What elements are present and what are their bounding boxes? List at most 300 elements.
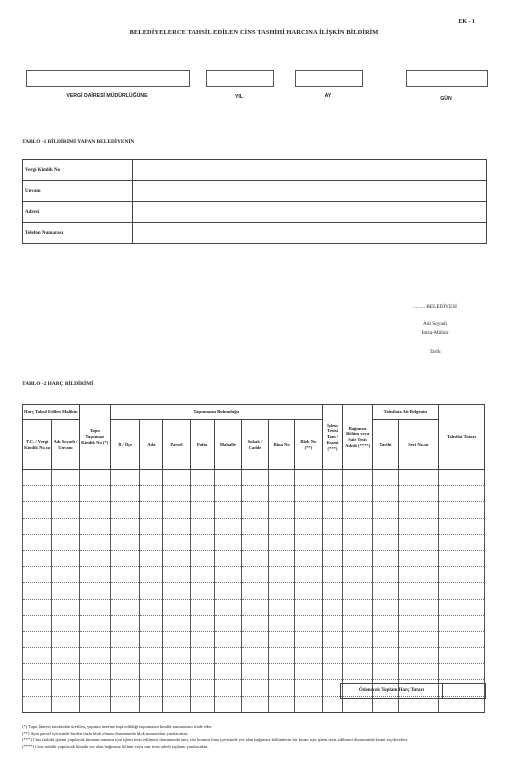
table-cell[interactable] <box>190 502 214 518</box>
table-cell[interactable] <box>372 599 398 615</box>
year-label: YIL <box>234 94 244 100</box>
table-cell[interactable] <box>343 550 372 566</box>
tax-id-field[interactable] <box>133 160 487 181</box>
footnote: (*) Tapu İdaresi tarafından üretilen, yapının üzerine inşa edildiği taşınmazın kimlik numarasını ifade eder. <box>22 724 213 729</box>
table-cell[interactable] <box>398 615 438 631</box>
table-cell[interactable] <box>438 648 484 664</box>
table-cell[interactable] <box>23 502 52 518</box>
table-cell[interactable] <box>295 518 322 534</box>
table-cell[interactable] <box>241 567 268 583</box>
table-cell[interactable] <box>343 567 372 583</box>
table-cell[interactable] <box>163 567 190 583</box>
table-cell[interactable] <box>214 631 241 647</box>
footnote: (****) Cins tashihi yapılacak binada yer alan bağımsız bölüm veya sair tesis adedi toplamı yazılacaktır. <box>22 743 209 749</box>
municipality-info-table <box>22 159 487 244</box>
table-cell[interactable] <box>269 518 295 534</box>
col-district: Mahalle <box>214 420 241 470</box>
table-cell[interactable] <box>110 631 139 647</box>
table-cell[interactable] <box>269 599 295 615</box>
table-cell[interactable] <box>372 502 398 518</box>
month-field[interactable] <box>295 70 363 87</box>
table-row <box>23 223 487 244</box>
table-cell[interactable] <box>372 631 398 647</box>
table-cell[interactable] <box>214 696 241 712</box>
col-units: Bağımsız Bölüm veya Sair Tesis Adedi (****) <box>343 405 372 470</box>
table-cell[interactable] <box>110 696 139 712</box>
footnote: (***) Cins tashihi işlemi yapılacak binanın tamamı için işlem tesis edilmesi durumunda tam, söz konusu bina içerisinde yer alan bağımsız bölümlerin bir kısmı için işlem tesis edilmesi durumunda kısmi seçilecektir. <box>22 737 409 742</box>
table-cell[interactable] <box>322 470 343 486</box>
table-cell[interactable] <box>241 615 268 631</box>
table-cell[interactable] <box>241 664 268 680</box>
table-row <box>23 181 487 202</box>
table-cell[interactable] <box>110 664 139 680</box>
table-cell[interactable] <box>295 615 322 631</box>
col-block-no: Blok No (**) <box>295 420 322 470</box>
table-cell[interactable] <box>190 534 214 550</box>
table-cell[interactable] <box>163 615 190 631</box>
table-cell[interactable] <box>140 648 163 664</box>
title-field[interactable] <box>133 181 487 202</box>
table-cell[interactable] <box>295 631 322 647</box>
table-cell[interactable] <box>214 583 241 599</box>
table-cell[interactable] <box>343 631 372 647</box>
table-cell[interactable] <box>79 615 110 631</box>
table-cell[interactable] <box>52 486 79 502</box>
table-cell[interactable] <box>214 648 241 664</box>
table-cell[interactable] <box>79 599 110 615</box>
address-field[interactable] <box>133 202 487 223</box>
table-cell[interactable] <box>52 680 79 696</box>
form-code: EK - 1 <box>458 19 475 25</box>
table-cell[interactable] <box>163 470 190 486</box>
table-cell[interactable] <box>190 583 214 599</box>
table-row <box>23 583 485 599</box>
table-cell[interactable] <box>241 696 268 712</box>
table-cell[interactable] <box>343 664 372 680</box>
table1-title: TABLO -1 BİLDİRİMİ YAPAN BELEDİYENİN <box>22 139 135 145</box>
fee-declaration-table <box>22 404 485 713</box>
property-group-header: Taşınmazın Bulunduğu <box>110 405 322 420</box>
table-cell[interactable] <box>241 631 268 647</box>
collection-group-header: Tahsilata Ait Belgenin <box>372 405 438 420</box>
table-cell[interactable] <box>322 599 343 615</box>
table-cell[interactable] <box>322 550 343 566</box>
table-cell[interactable] <box>23 583 52 599</box>
table-cell[interactable] <box>163 680 190 696</box>
table-cell[interactable] <box>438 599 484 615</box>
table-cell[interactable] <box>23 631 52 647</box>
col-date: Tarihi <box>372 420 398 470</box>
table-cell[interactable] <box>52 599 79 615</box>
table-cell[interactable] <box>398 502 438 518</box>
table-cell[interactable] <box>438 567 484 583</box>
table-cell[interactable] <box>140 486 163 502</box>
form-title: BELEDİYELERCE TAHSİL EDİLEN CİNS TASHİHİ HARCINA İLİŞKİN BİLDİRİM <box>129 29 379 36</box>
table-cell[interactable] <box>190 550 214 566</box>
col-deed: Tapu Taşınmaz Kimlik No (*) <box>79 405 110 470</box>
table-cell[interactable] <box>398 486 438 502</box>
table-cell[interactable] <box>295 680 322 696</box>
table-cell[interactable] <box>343 615 372 631</box>
table-cell[interactable] <box>110 550 139 566</box>
table-cell[interactable] <box>110 534 139 550</box>
col-amount: Tahsilat Tutarı <box>438 405 484 470</box>
table-cell[interactable] <box>269 486 295 502</box>
table-cell[interactable] <box>23 470 52 486</box>
table-cell[interactable] <box>295 550 322 566</box>
table-row <box>23 160 487 181</box>
table-row <box>23 550 485 566</box>
table-cell[interactable] <box>163 696 190 712</box>
table-cell[interactable] <box>322 631 343 647</box>
table-cell[interactable] <box>269 631 295 647</box>
table-cell[interactable] <box>295 502 322 518</box>
table-cell[interactable] <box>241 599 268 615</box>
table-cell[interactable] <box>140 664 163 680</box>
table-row <box>23 648 485 664</box>
table-cell[interactable] <box>52 631 79 647</box>
table-cell[interactable] <box>52 583 79 599</box>
fee-rows <box>23 470 485 713</box>
table-cell[interactable] <box>343 486 372 502</box>
table-cell[interactable] <box>190 696 214 712</box>
table-cell[interactable] <box>295 583 322 599</box>
table-cell[interactable] <box>163 648 190 664</box>
total-field[interactable] <box>441 683 486 699</box>
table-cell[interactable] <box>295 486 322 502</box>
table-cell[interactable] <box>295 599 322 615</box>
table-cell[interactable] <box>79 550 110 566</box>
table-cell[interactable] <box>79 648 110 664</box>
table-cell[interactable] <box>269 502 295 518</box>
table-cell[interactable] <box>241 486 268 502</box>
table-cell[interactable] <box>322 615 343 631</box>
table-cell[interactable] <box>163 550 190 566</box>
table-cell[interactable] <box>190 631 214 647</box>
table-cell[interactable] <box>438 534 484 550</box>
table-cell[interactable] <box>322 567 343 583</box>
table-cell[interactable] <box>110 680 139 696</box>
table-row <box>23 631 485 647</box>
table-cell[interactable] <box>214 599 241 615</box>
table-cell[interactable] <box>241 518 268 534</box>
col-sheet: Pafta <box>190 420 214 470</box>
table-cell[interactable] <box>398 470 438 486</box>
table-cell[interactable] <box>52 615 79 631</box>
col-process: İşlem Tesisi Tam / Kısmi (***) <box>322 405 343 470</box>
table-cell[interactable] <box>372 550 398 566</box>
table-cell[interactable] <box>214 615 241 631</box>
table-cell[interactable] <box>295 567 322 583</box>
table-cell[interactable] <box>23 518 52 534</box>
table-cell[interactable] <box>295 648 322 664</box>
table-cell[interactable] <box>398 567 438 583</box>
table-cell[interactable] <box>23 599 52 615</box>
table-cell[interactable] <box>241 502 268 518</box>
table-cell[interactable] <box>438 631 484 647</box>
table-cell[interactable] <box>269 534 295 550</box>
table-cell[interactable] <box>214 470 241 486</box>
table-cell[interactable] <box>163 631 190 647</box>
table-cell[interactable] <box>322 502 343 518</box>
table-cell[interactable] <box>269 567 295 583</box>
table-cell[interactable] <box>110 502 139 518</box>
table-cell[interactable] <box>295 696 322 712</box>
table-cell[interactable] <box>140 680 163 696</box>
table-row <box>23 599 485 615</box>
table-row <box>23 518 485 534</box>
table-row <box>23 567 485 583</box>
table-row <box>23 202 487 223</box>
table-cell[interactable] <box>214 664 241 680</box>
table-cell[interactable] <box>214 486 241 502</box>
table-cell[interactable] <box>322 583 343 599</box>
table-cell[interactable] <box>52 567 79 583</box>
table-cell[interactable] <box>140 631 163 647</box>
table-cell[interactable] <box>398 534 438 550</box>
table-cell[interactable] <box>110 486 139 502</box>
table-cell[interactable] <box>398 599 438 615</box>
address-label: Adresi <box>23 202 133 223</box>
table-cell[interactable] <box>343 518 372 534</box>
table-cell[interactable] <box>140 599 163 615</box>
table-cell[interactable] <box>295 664 322 680</box>
table-cell[interactable] <box>110 648 139 664</box>
table-cell[interactable] <box>438 664 484 680</box>
table-cell[interactable] <box>372 648 398 664</box>
date-line: Tarih <box>429 349 441 355</box>
table-cell[interactable] <box>52 550 79 566</box>
table-cell[interactable] <box>110 470 139 486</box>
table-cell[interactable] <box>163 518 190 534</box>
table-cell[interactable] <box>343 599 372 615</box>
table-cell[interactable] <box>343 470 372 486</box>
table-cell[interactable] <box>140 567 163 583</box>
table-cell[interactable] <box>372 567 398 583</box>
footnote: (**) Aynı parsel içerisinde birden fazla blok olması durumunda blok numaraları yazılacaktır. <box>22 730 189 736</box>
table-cell[interactable] <box>79 486 110 502</box>
table-cell[interactable] <box>110 567 139 583</box>
table-cell[interactable] <box>372 664 398 680</box>
table-cell[interactable] <box>438 486 484 502</box>
col-parcel: Parsel <box>163 420 190 470</box>
table-cell[interactable] <box>372 615 398 631</box>
table-cell[interactable] <box>79 664 110 680</box>
table-cell[interactable] <box>214 550 241 566</box>
table-cell[interactable] <box>372 534 398 550</box>
table-row <box>23 664 485 680</box>
table-cell[interactable] <box>79 502 110 518</box>
table-cell[interactable] <box>438 583 484 599</box>
table-cell[interactable] <box>163 502 190 518</box>
table-cell[interactable] <box>110 599 139 615</box>
table-cell[interactable] <box>190 648 214 664</box>
table-cell[interactable] <box>241 583 268 599</box>
table-cell[interactable] <box>343 648 372 664</box>
table-cell[interactable] <box>438 550 484 566</box>
table-cell[interactable] <box>269 680 295 696</box>
table-cell[interactable] <box>295 534 322 550</box>
table-cell[interactable] <box>322 534 343 550</box>
table-cell[interactable] <box>52 534 79 550</box>
table-cell[interactable] <box>190 680 214 696</box>
table-cell[interactable] <box>269 696 295 712</box>
table-cell[interactable] <box>372 518 398 534</box>
table-cell[interactable] <box>398 550 438 566</box>
table-cell[interactable] <box>140 518 163 534</box>
table-cell[interactable] <box>23 680 52 696</box>
table-cell[interactable] <box>190 615 214 631</box>
day-field[interactable] <box>406 70 488 87</box>
table-row <box>23 486 485 502</box>
table-cell[interactable] <box>140 550 163 566</box>
table-cell[interactable] <box>23 486 52 502</box>
table-cell[interactable] <box>398 631 438 647</box>
table-cell[interactable] <box>140 583 163 599</box>
table-cell[interactable] <box>372 583 398 599</box>
col-tc: T.C. / Vergi Kimlik No.su <box>23 420 52 470</box>
table-cell[interactable] <box>438 518 484 534</box>
table2-title: TABLO -2 HARÇ BİLDİRİMİ <box>22 381 94 387</box>
table-cell[interactable] <box>269 583 295 599</box>
table-cell[interactable] <box>23 648 52 664</box>
table-cell[interactable] <box>214 567 241 583</box>
col-province: İl / İlçe <box>110 420 139 470</box>
table-cell[interactable] <box>163 486 190 502</box>
table-row <box>23 502 485 518</box>
table-cell[interactable] <box>79 470 110 486</box>
table-cell[interactable] <box>190 470 214 486</box>
table-cell[interactable] <box>190 518 214 534</box>
table-cell[interactable] <box>214 502 241 518</box>
phone-label: Telefon Numarası <box>23 223 133 244</box>
table-cell[interactable] <box>398 664 438 680</box>
title-label: Unvanı <box>23 181 133 202</box>
table-cell[interactable] <box>23 534 52 550</box>
table-cell[interactable] <box>322 648 343 664</box>
table-cell[interactable] <box>163 534 190 550</box>
table-cell[interactable] <box>269 664 295 680</box>
table-cell[interactable] <box>52 648 79 664</box>
table-cell[interactable] <box>438 470 484 486</box>
col-street: Sokak / Cadde <box>241 420 268 470</box>
table-row <box>23 534 485 550</box>
table-cell[interactable] <box>322 518 343 534</box>
table-cell[interactable] <box>241 680 268 696</box>
table-cell[interactable] <box>52 470 79 486</box>
table-cell[interactable] <box>79 518 110 534</box>
table-cell[interactable] <box>140 470 163 486</box>
table-cell[interactable] <box>110 583 139 599</box>
table-cell[interactable] <box>23 615 52 631</box>
table-cell[interactable] <box>241 534 268 550</box>
col-name: Adı Soyadı / Unvanı <box>52 420 79 470</box>
table-cell[interactable] <box>190 664 214 680</box>
table-row <box>23 470 485 486</box>
month-label: AY <box>324 93 332 99</box>
table-cell[interactable] <box>52 696 79 712</box>
table-cell[interactable] <box>438 502 484 518</box>
table-cell[interactable] <box>52 502 79 518</box>
signature-stamp: İmza-Mühür <box>421 330 449 336</box>
table-cell[interactable] <box>163 583 190 599</box>
table-cell[interactable] <box>52 664 79 680</box>
municipality-name: ......... BELEDİYESİ <box>413 304 457 310</box>
table-cell[interactable] <box>322 486 343 502</box>
table-cell[interactable] <box>110 615 139 631</box>
table-cell[interactable] <box>322 664 343 680</box>
name-surname: Adı Soyadı <box>423 321 447 327</box>
table-cell[interactable] <box>214 680 241 696</box>
owner-group-header: Harç Tahsil Edilen Malikin <box>23 405 80 420</box>
table-cell[interactable] <box>79 583 110 599</box>
table-cell[interactable] <box>79 567 110 583</box>
tax-office-label: VERGİ DAİRESİ MÜDÜRLÜĞÜNE <box>66 93 148 99</box>
total-label: Ödenecek Toplam Harç Tutarı <box>340 683 443 699</box>
table-cell[interactable] <box>140 615 163 631</box>
footnotes <box>22 724 487 750</box>
table-cell[interactable] <box>214 518 241 534</box>
tax-id-label: Vergi Kimlik No <box>23 160 133 181</box>
table-cell[interactable] <box>23 664 52 680</box>
table-cell[interactable] <box>23 550 52 566</box>
table-cell[interactable] <box>140 696 163 712</box>
table-cell[interactable] <box>79 696 110 712</box>
table-cell[interactable] <box>241 470 268 486</box>
table-cell[interactable] <box>438 615 484 631</box>
table-cell[interactable] <box>269 550 295 566</box>
col-block: Ada <box>140 420 163 470</box>
table-cell[interactable] <box>398 583 438 599</box>
table-cell[interactable] <box>269 615 295 631</box>
table-cell[interactable] <box>269 470 295 486</box>
table-cell[interactable] <box>295 470 322 486</box>
tax-office-field[interactable] <box>26 70 190 87</box>
table-cell[interactable] <box>140 502 163 518</box>
table-cell[interactable] <box>372 486 398 502</box>
table-cell[interactable] <box>23 567 52 583</box>
table-cell[interactable] <box>190 486 214 502</box>
table-cell[interactable] <box>190 599 214 615</box>
table-cell[interactable] <box>140 534 163 550</box>
table-cell[interactable] <box>23 696 52 712</box>
table-cell[interactable] <box>163 599 190 615</box>
table-cell[interactable] <box>343 502 372 518</box>
table-cell[interactable] <box>343 583 372 599</box>
year-field[interactable] <box>206 70 274 87</box>
table-cell[interactable] <box>269 648 295 664</box>
table-cell[interactable] <box>79 631 110 647</box>
table-cell[interactable] <box>241 550 268 566</box>
table-cell[interactable] <box>190 567 214 583</box>
table-cell[interactable] <box>241 648 268 664</box>
table-cell[interactable] <box>52 518 79 534</box>
table-cell[interactable] <box>398 648 438 664</box>
phone-field[interactable] <box>133 223 487 244</box>
table-row <box>23 615 485 631</box>
table-cell[interactable] <box>372 470 398 486</box>
col-serial: Seri No.su <box>398 420 438 470</box>
table-cell[interactable] <box>79 534 110 550</box>
table-cell[interactable] <box>214 534 241 550</box>
table-cell[interactable] <box>163 664 190 680</box>
day-label: GÜN <box>440 96 452 102</box>
table-cell[interactable] <box>343 534 372 550</box>
table-cell[interactable] <box>79 680 110 696</box>
table-cell[interactable] <box>398 518 438 534</box>
table-cell[interactable] <box>110 518 139 534</box>
col-building: Bina No <box>269 420 295 470</box>
